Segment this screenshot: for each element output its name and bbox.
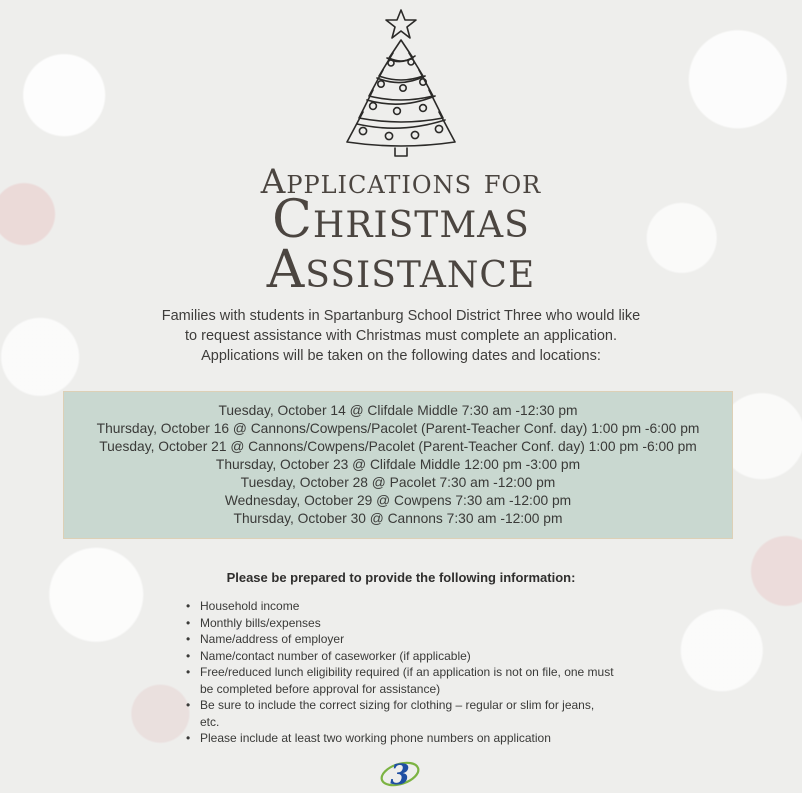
list-item: • Name/address of employer <box>186 631 616 648</box>
intro-line: to request assistance with Christmas must complete an application. <box>185 328 617 344</box>
schedule-entry: Wednesday, October 29 @ Cowpens 7:30 am -12:00 pm <box>224 493 572 508</box>
title-line-3: Assistance <box>266 240 536 300</box>
schedule-entry: Thursday, October 30 @ Cannons 7:30 am -12:00 pm <box>233 511 563 526</box>
title-line-2: Christmas <box>272 190 530 250</box>
intro-text <box>110 306 692 366</box>
list-item: • Be sure to include the correct sizing for clothing – regular or slim for jeans, etc. <box>186 697 616 730</box>
intro-line: Families with students in Spartanburg School District Three who would like <box>161 308 641 324</box>
requirements-heading: Please be prepared to provide the following information: <box>226 570 576 585</box>
list-item: • Household income <box>186 598 616 615</box>
schedule-box <box>63 391 733 539</box>
schedule-entry: Thursday, October 23 @ Clifdale Middle 12:00 pm -3:00 pm <box>215 457 581 472</box>
schedule-entry: Tuesday, October 14 @ Clifdale Middle 7:30 am -12:30 pm <box>218 403 578 418</box>
schedule-entry: Tuesday, October 28 @ Pacolet 7:30 am -12:00 pm <box>240 475 556 490</box>
list-item: • Free/reduced lunch eligibility required (if an application is not on file, one must be completed before approval for assistance) <box>186 664 616 697</box>
district-logo <box>378 757 422 791</box>
requirements-list <box>186 598 616 747</box>
schedule-entry: Thursday, October 16 @ Cannons/Cowpens/Pacolet (Parent-Teacher Conf. day) 1:00 pm -6:00 pm <box>96 421 700 436</box>
list-item: • Please include at least two working phone numbers on application <box>186 730 616 747</box>
list-item: • Monthly bills/expenses <box>186 615 616 632</box>
title-line-1: Applications for <box>260 162 542 202</box>
svg-text:3: 3 <box>390 758 410 791</box>
intro-line: Applications will be taken on the following dates and locations: <box>201 348 601 364</box>
schedule-entry: Tuesday, October 21 @ Cannons/Cowpens/Pacolet (Parent-Teacher Conf. day) 1:00 pm -6:00 pm <box>99 439 697 454</box>
christmas-tree-icon <box>339 8 463 160</box>
list-item: • Name/contact number of caseworker (if applicable) <box>186 648 616 665</box>
